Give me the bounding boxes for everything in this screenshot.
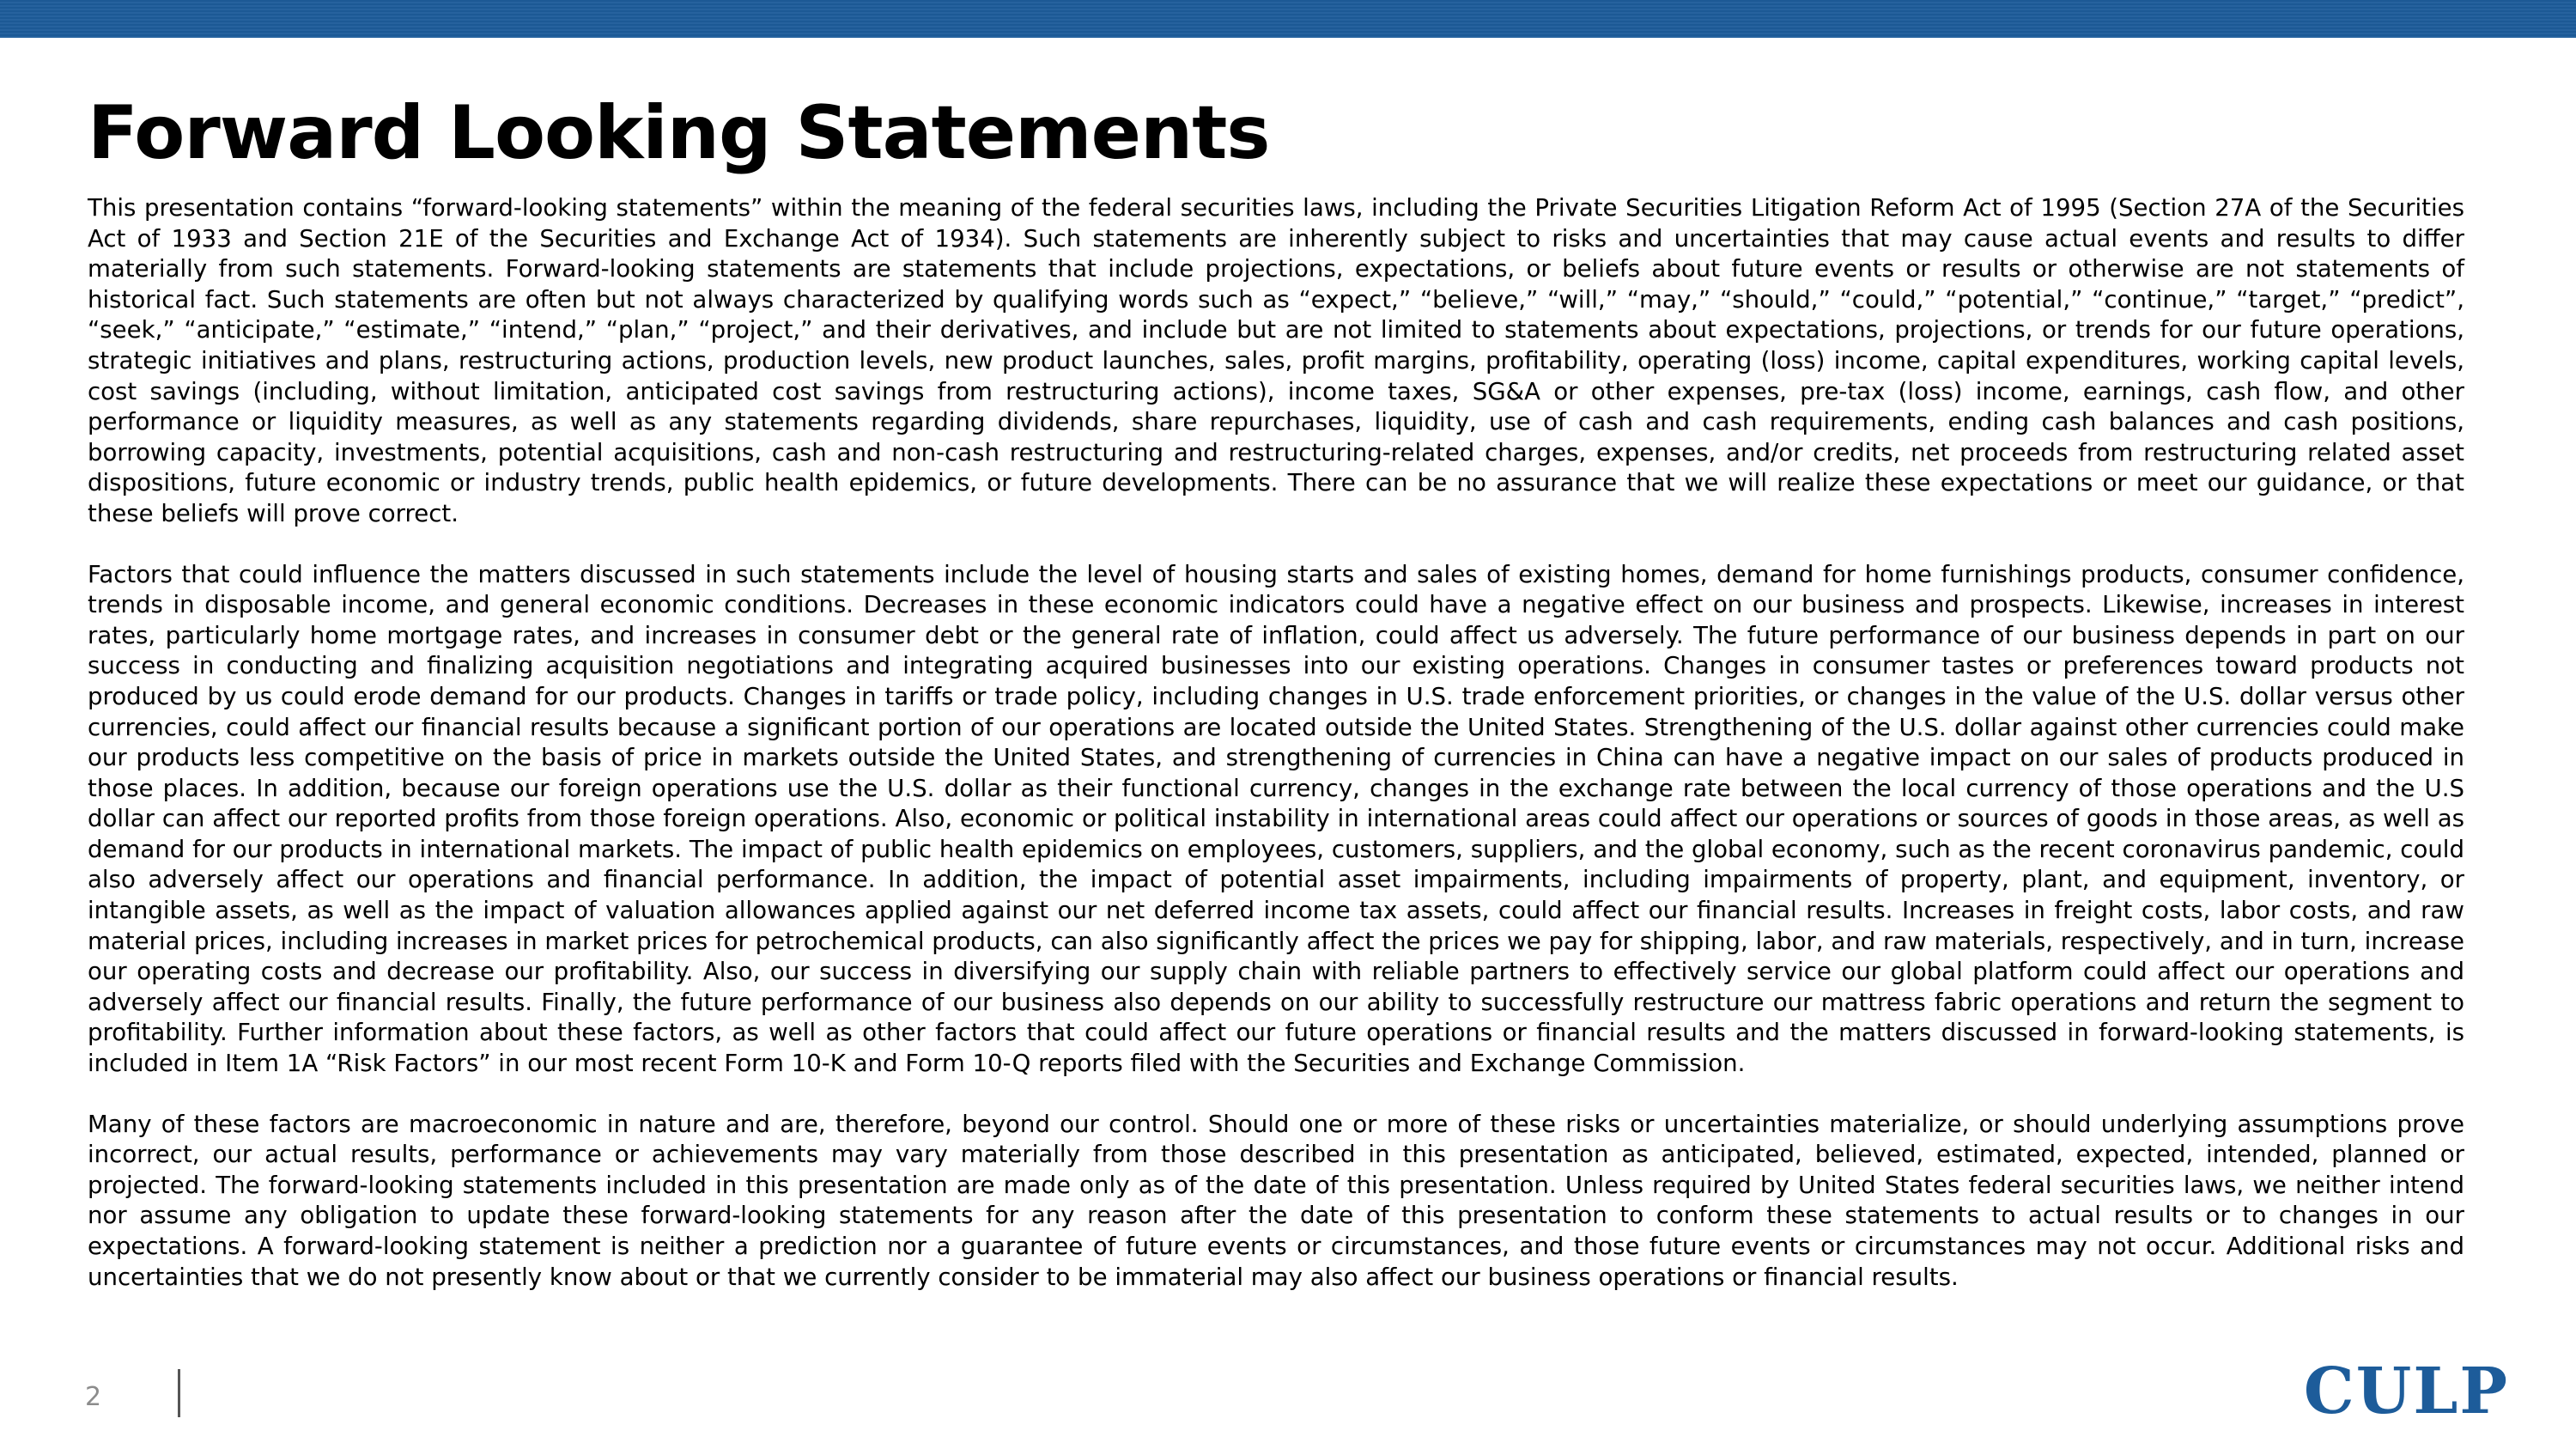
paragraph-macroeconomic: Many of these factors are macroeconomic in nature and are, therefore, beyond our control. Should one or more of these risks or uncertainties materialize, or should underlying assumptions prove incorrect, our actual results, performance or achievements may vary materially from those described in this presentation as anticipated, believed, estimated, expected, intended, planned or projected. The forward-looking statements included in this presentation are made only as of the date of this presentation. Unless required by United States federal securities laws, we neither intend nor assume any obligation to update these forward-looking statements for any reason after the date of this presentation to conform these statements to actual results or to changes in our expectations. A forward-looking statement is neither a prediction nor a guarantee of future events or circumstances, and those future events or circumstances may not occur. Additional risks and uncertainties that we do not presently know about or that we currently consider to be immaterial may also affect our business operations or financial results.	[88, 1109, 2464, 1291]
body-text	[88, 192, 2464, 1322]
page-number: 2	[85, 1382, 102, 1412]
footer-divider	[178, 1369, 180, 1417]
page-title: Forward Looking Statements	[88, 90, 1270, 176]
paragraph-forward-looking-intro: This presentation contains “forward-looking statements” within the meaning of the federal securities laws, including the Private Securities Litigation Reform Act of 1995 (Section 27A of the Securities Act of 1933 and Section 21E of the Securities and Exchange Act of 1934). Such statements are inherently subject to risks and uncertainties that may cause actual events and results to differ materially from such statements. Forward-looking statements are statements that include projections, expectations, or beliefs about future events or results or otherwise are not statements of historical fact. Such statements are often but not always characterized by qualifying words such as “expect,” “believe,” “will,” “may,” “should,” “could,” “potential,” “continue,” “target,” “predict”, “seek,” “anticipate,” “estimate,” “intend,” “plan,” “project,” and their derivatives, and include but are not limited to statements about expectations, projections, or trends for our future operations, strategic initiatives and plans, restructuring actions, production levels, new product launches, sales, profit margins, profitability, operating (loss) income, capital expenditures, working capital levels, cost savings (including, without limitation, anticipated cost savings from restructuring actions), income taxes, SG&A or other expenses, pre-tax (loss) income, earnings, cash flow, and other performance or liquidity measures, as well as any statements regarding dividends, share repurchases, liquidity, use of cash and cash requirements, ending cash balances and cash positions, borrowing capacity, investments, potential acquisitions, cash and non-cash restructuring and restructuring-related charges, expenses, and/or credits, net proceeds from restructuring related asset dispositions, future economic or industry trends, public health epidemics, or future developments. There can be no assurance that we will realize these expectations or meet our guidance, or that these beliefs will prove correct.	[88, 193, 2464, 527]
culp-logo: CULP	[2303, 1355, 2509, 1428]
paragraph-risk-factors: Factors that could influence the matters discussed in such statements include the level of housing starts and sales of existing homes, demand for home furnishings products, consumer confidence, trends in disposable income, and general economic conditions. Decreases in these economic indicators could have a negative effect on our business and prospects. Likewise, increases in interest rates, particularly home mortgage rates, and increases in consumer debt or the general rate of inflation, could affect us adversely. The future performance of our business depends in part on our success in conducting and finalizing acquisition negotiations and integrating acquired businesses into our existing operations. Changes in consumer tastes or preferences toward products not produced by us could erode demand for our products. Changes in tariffs or trade policy, including changes in U.S. trade enforcement priorities, or changes in the value of the U.S. dollar versus other currencies, could affect our financial results because a significant portion of our operations are located outside the United States. Strengthening of the U.S. dollar against other currencies could make our products less competitive on the basis of price in markets outside the United States, and strengthening of currencies in China can have a negative impact on our sales of products produced in those places. In addition, because our foreign operations use the U.S. dollar as their functional currency, changes in the exchange rate between the local currency of those operations and the U.S dollar can affect our reported profits from those foreign operations. Also, economic or political instability in international areas could affect our operations or sources of goods in those areas, as well as demand for our products in international markets. The impact of public health epidemics on employees, customers, suppliers, and the global economy, such as the recent coronavirus pandemic, could also adversely affect our operations and financial performance. In addition, the impact of potential asset impairments, including impairments of property, plant, and equipment, inventory, or intangible assets, as well as the impact of valuation allowances applied against our net deferred income tax assets, could affect our financial results. Increases in freight costs, labor costs, and raw material prices, including increases in market prices for petrochemical products, can also significantly affect the prices we pay for shipping, labor, and raw materials, respectively, and in turn, increase our operating costs and decrease our profitability. Also, our success in diversifying our supply chain with reliable partners to effectively service our global platform could affect our operations and adversely affect our financial results. Finally, the future performance of our business also depends on our ability to successfully restructure our mattress fabric operations and return the segment to profitability. Further information about these factors, as well as other factors that could affect our future operations or financial results and the matters discussed in forward-looking statements, is included in Item 1A “Risk Factors” in our most recent Form 10-K and Form 10-Q reports filed with the Securities and Exchange Commission.	[88, 559, 2464, 1078]
header-bar	[0, 0, 2576, 38]
